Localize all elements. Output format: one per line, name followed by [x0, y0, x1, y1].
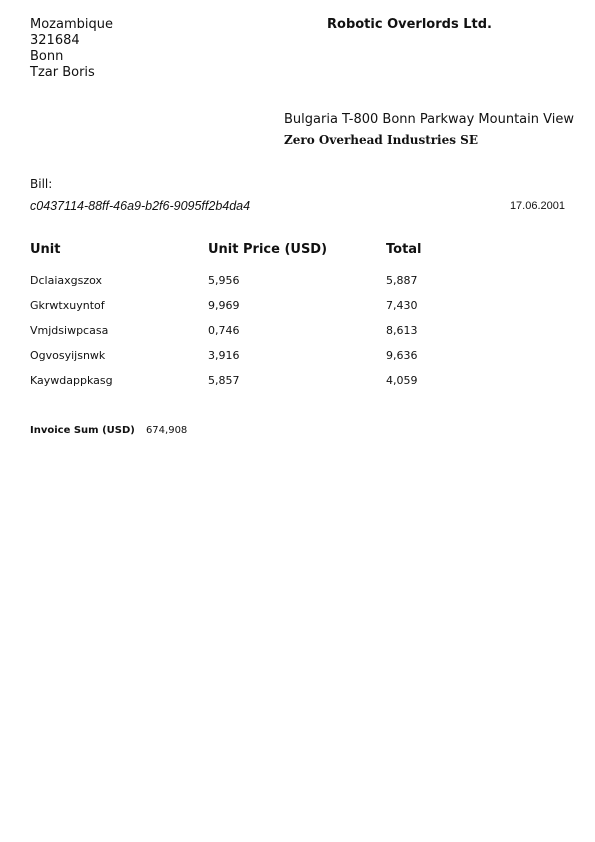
header-unit: Unit	[30, 242, 61, 257]
cell-total: 4,059	[386, 374, 418, 387]
cell-price: 0,746	[208, 324, 240, 337]
recipient-address: Bulgaria T-800 Bonn Parkway Mountain View	[284, 112, 574, 127]
bill-id: c0437114-88ff-46a9-b2f6-9095ff2b4da4	[30, 199, 251, 213]
issuer-company: Robotic Overlords Ltd.	[327, 17, 492, 32]
cell-total: 9,636	[386, 349, 418, 362]
cell-price: 5,857	[208, 374, 240, 387]
invoice-sum-value: 674,908	[145, 425, 188, 436]
cell-total: 5,887	[386, 274, 418, 287]
cell-price: 3,916	[208, 349, 240, 362]
cell-unit: Ogvosyijsnwk	[30, 349, 106, 362]
sender-name: Tzar Boris	[30, 65, 95, 80]
cell-price: 9,969	[208, 299, 240, 312]
header-unit-price: Unit Price (USD)	[208, 242, 328, 257]
cell-total: 8,613	[386, 324, 418, 337]
invoice-sum	[30, 418, 187, 437]
cell-total: 7,430	[386, 299, 418, 312]
cell-price: 5,956	[208, 274, 240, 287]
cell-unit: Vmjdsiwpcasa	[30, 324, 109, 337]
bill-date: 17.06.2001	[509, 200, 565, 212]
recipient-company: Zero Overhead Industries SE	[284, 133, 478, 147]
sender-city: Bonn	[30, 49, 64, 64]
header-total: Total	[386, 242, 422, 257]
sender-address	[30, 17, 113, 81]
sender-postcode: 321684	[30, 33, 80, 48]
cell-unit: Gkrwtxuyntof	[30, 299, 105, 312]
bill-label: Bill:	[30, 177, 53, 191]
cell-unit: Dclaiaxgszox	[30, 274, 103, 287]
invoice-sum-label: Invoice Sum (USD)	[30, 425, 135, 436]
sender-country: Mozambique	[30, 17, 113, 32]
cell-unit: Kaywdappkasg	[30, 374, 113, 387]
